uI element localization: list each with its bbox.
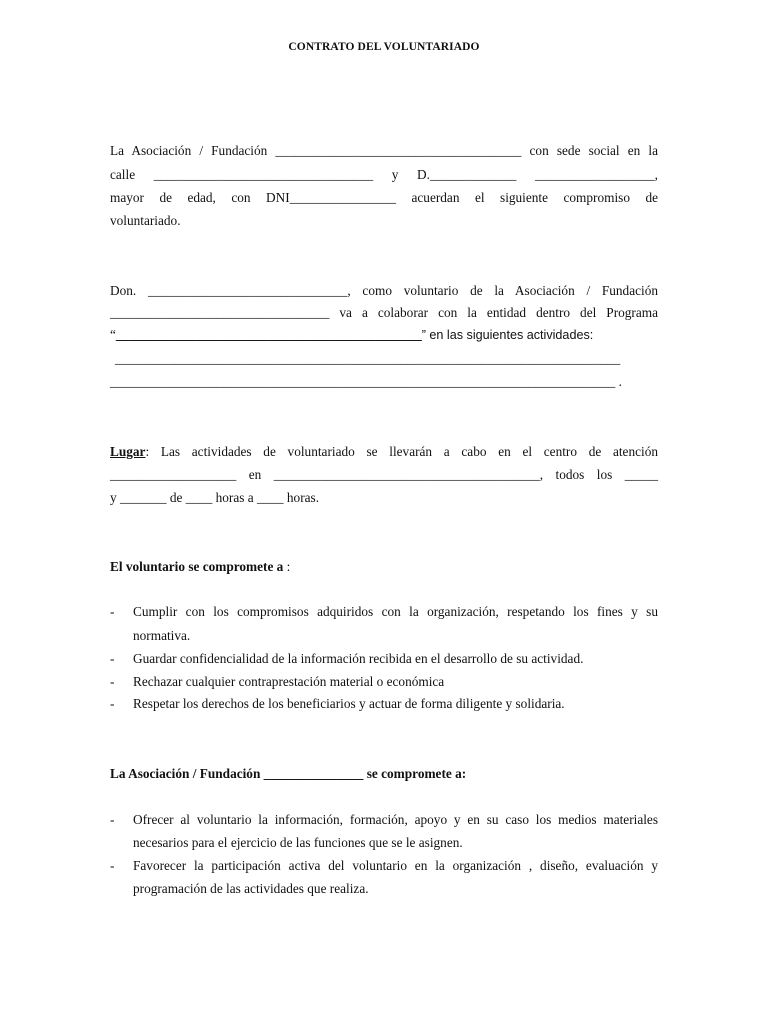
activities-blank-line-2: ____________________________________________________________________________ .	[110, 374, 622, 389]
voluntario-heading	[110, 559, 658, 575]
voluntario-bullet-2: -	[110, 651, 115, 666]
entidad-item-1-line-2: necesarios para el ejercicio de las funciones que se le asignen.	[133, 835, 463, 850]
paragraph-3-line-3: y _______ de ____ horas a ____ horas.	[110, 490, 320, 505]
program-quote-open: “	[110, 327, 116, 342]
paragraph-1-line-3: mayor de edad, con DNI________________ acuerdan el siguiente compromiso de	[110, 190, 658, 205]
entidad-item-1-line-1: Ofrecer al voluntario la información, formación, apoyo y en su caso los medios materiales	[133, 812, 658, 827]
voluntario-item-1-line-1: Cumplir con los compromisos adquiridos con la organización, respetando los fines y su	[133, 604, 658, 619]
voluntario-item-2: Guardar confidencialidad de la información recibida en el desarrollo de su actividad.	[133, 651, 584, 666]
lugar-text: : Las actividades de voluntariado se llevarán a cabo en el centro de atención	[145, 444, 658, 459]
lugar-label: Lugar	[110, 444, 146, 459]
program-name-blank: ______________________________________________	[115, 327, 422, 342]
voluntario-item-4: Respetar los derechos de los beneficiarios y actuar de forma diligente y solidaria.	[133, 696, 565, 711]
paragraph-1-line-2: calle _________________________________ y D._____________ __________________,	[110, 167, 658, 182]
paragraph-2-line-1: Don. ______________________________, como voluntario de la Asociación / Fundación	[110, 283, 658, 298]
paragraph-2-line-3	[110, 327, 658, 343]
entidad-heading: La Asociación / Fundación _______________ se compromete a:	[110, 766, 467, 781]
activities-blank-line-1: ____________________________________________________________________________	[115, 351, 621, 366]
voluntario-bullet-4: -	[110, 696, 115, 711]
paragraph-1-line-4: voluntariado.	[110, 213, 181, 228]
document-title: CONTRATO DEL VOLUNTARIADO	[288, 41, 480, 53]
voluntario-bullet-1: -	[110, 604, 115, 619]
voluntario-heading-colon: :	[283, 559, 291, 574]
entidad-bullet-2: -	[110, 858, 115, 873]
paragraph-2-line-2: _________________________________ va a colaborar con la entidad dentro del Programa	[110, 305, 658, 320]
paragraph-1-line-1: La Asociación / Fundación _____________________________________ con sede social en la	[110, 143, 658, 158]
paragraph-3-line-2: ___________________ en ________________________________________, todos los _____	[110, 467, 658, 482]
voluntario-heading-text: El voluntario se compromete a	[110, 559, 284, 574]
entidad-item-2-line-2: programación de las actividades que realiza.	[133, 881, 369, 896]
voluntario-item-3: Rechazar cualquier contraprestación material o económica	[133, 674, 445, 689]
entidad-item-2-line-1: Favorecer la participación activa del voluntario en la organización , diseño, evaluación y	[133, 858, 658, 873]
program-activities-text: ” en las siguientes actividades:	[421, 328, 594, 342]
voluntario-bullet-3: -	[110, 674, 115, 689]
paragraph-3-line-1	[110, 444, 658, 460]
entidad-bullet-1: -	[110, 812, 115, 827]
voluntario-item-1-line-2: normativa.	[133, 628, 191, 643]
